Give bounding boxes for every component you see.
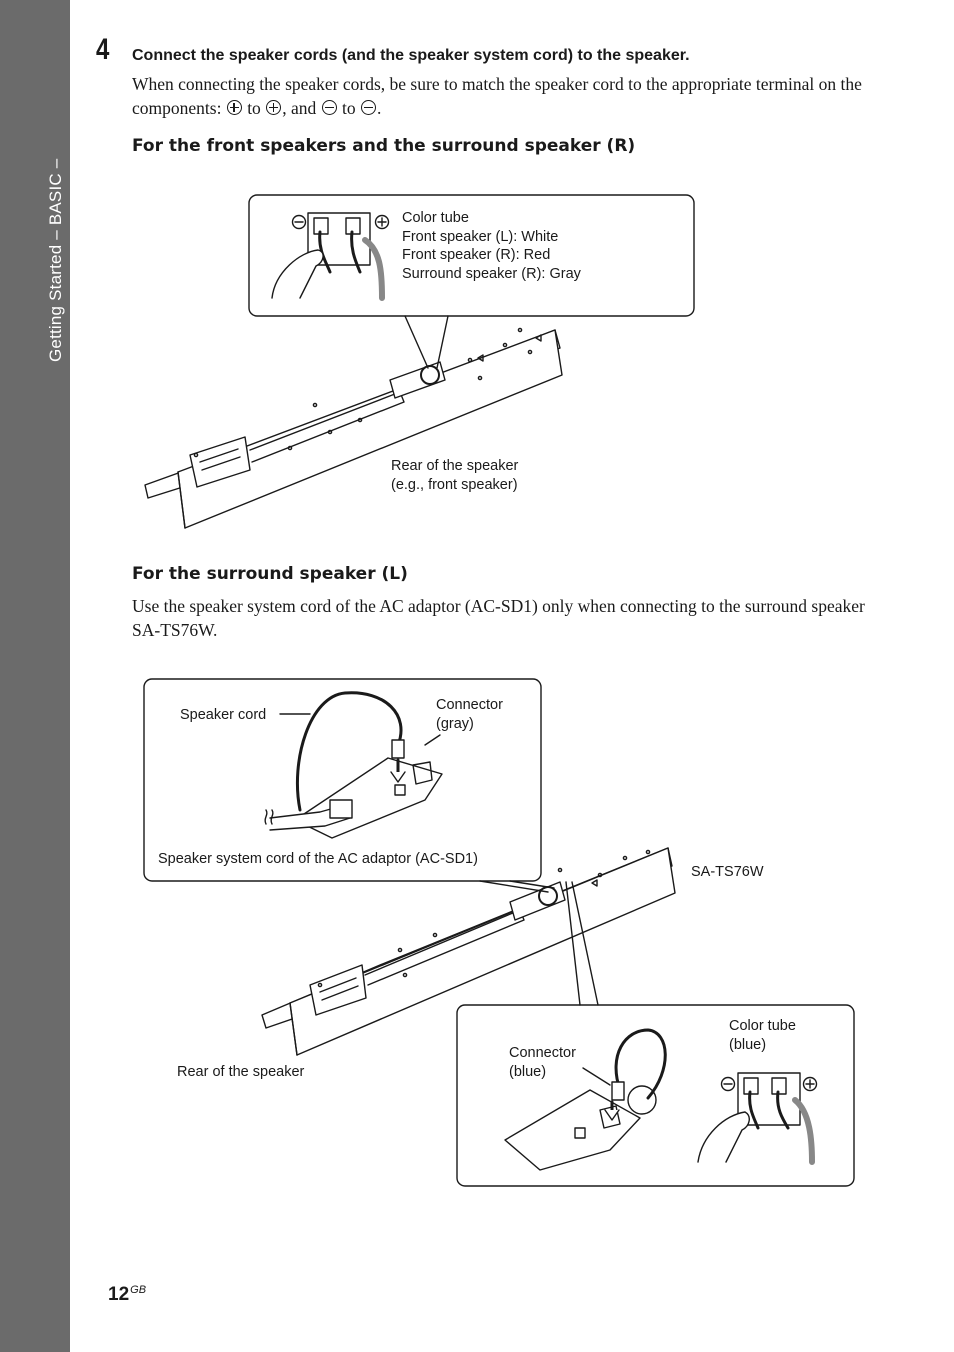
surround-section-body: Use the speaker system cord of the AC adaptor (AC-SD1) only when connecting to the surround speaker SA-TS76W. (132, 596, 865, 640)
callout-pointer (405, 316, 448, 368)
rear-of-speaker-label: Rear of the speaker (177, 1064, 305, 1080)
surround-section-heading: For the surround speaker (L) (132, 564, 408, 584)
step-intro: When connecting the speaker cords, be sure to match the speaker cord to the appropriate terminal on the components: to , and to . (132, 74, 862, 118)
connector-gray-label: Connector (gray) (436, 697, 503, 732)
color-tube-callout: Color tube Front speaker (L): White Front speaker (R): Red Surround speaker (R): Gray (402, 210, 581, 282)
speaker-cord-label: Speaker cord (180, 707, 267, 723)
page-number: $12^{GB}$ (108, 1284, 147, 1305)
model-label: SA-TS76W (691, 864, 764, 880)
step-number: 4 (96, 33, 110, 66)
color-tube-blue-label: Color tube (blue) (729, 1018, 796, 1053)
step-heading: Connect the speaker cords (and the speaker system cord) to the speaker. (132, 47, 690, 64)
section-tab-label: Getting Started – BASIC – (46, 158, 65, 362)
front-speaker-body (145, 328, 562, 528)
system-cord-label: Speaker system cord of the AC adaptor (AC-SD1) (158, 851, 478, 867)
front-section-heading: For the front speakers and the surround speaker (R) (132, 136, 636, 156)
rear-speaker-label: Rear of the speaker (e.g., front speaker) (391, 458, 519, 493)
connector-blue-label: Connector (blue) (509, 1045, 576, 1080)
